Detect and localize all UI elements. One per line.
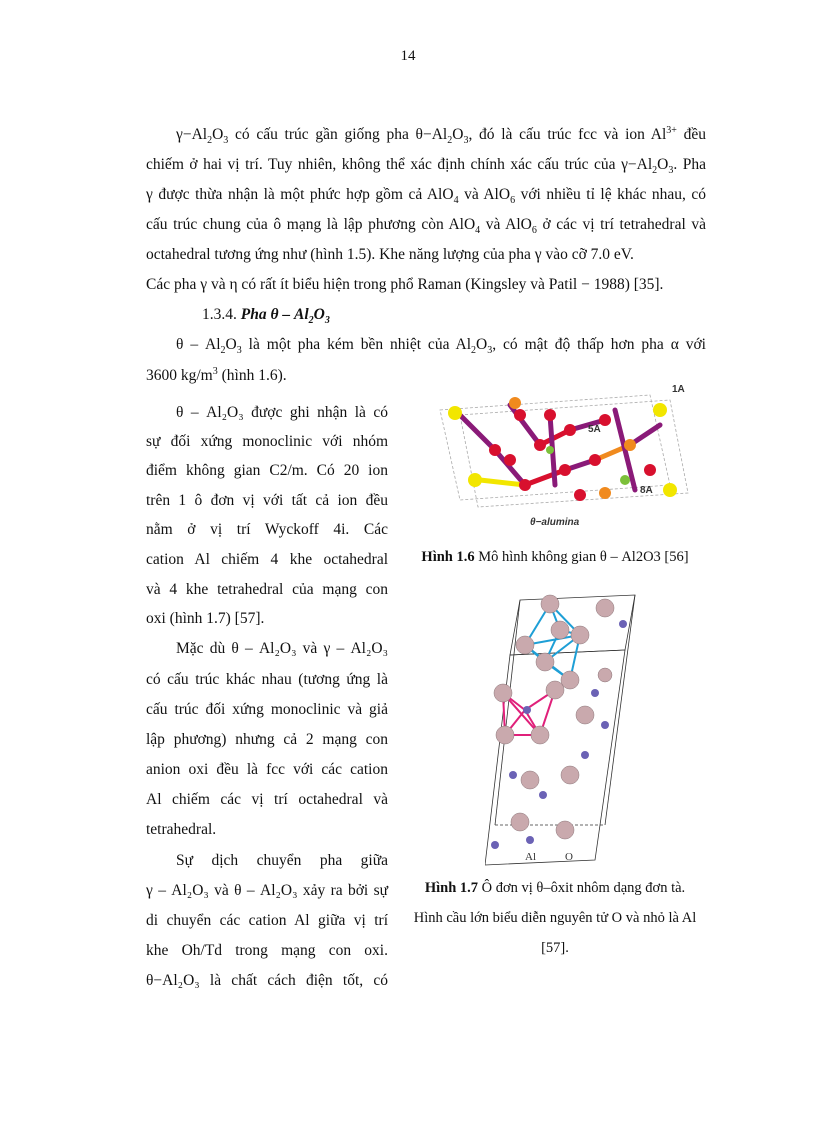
col-line: lập phương) nhưng cả 2 mạng con: [146, 731, 388, 748]
col-line: oxi (hình 1.7) [57].: [146, 610, 265, 627]
col-line: trên 1 ô đơn vị với tất cả ion đều: [146, 492, 388, 509]
label-o: O: [565, 851, 573, 863]
figure-1-6-caption: Hình 1.6 Mô hình không gian θ – Al2O3 [56]: [421, 549, 689, 565]
col-line: cation Al chiếm 4 khe octahedral: [146, 551, 388, 568]
label-al: Al: [525, 851, 536, 863]
col-line: điểm không gian C2/m. Có 20 ion: [146, 462, 388, 479]
label-8a: 8A: [640, 485, 653, 496]
para1-line4: cấu trúc chung của ô mạng là lập phương còn AlO$_4$ và AlO$_6$ ở các vị trí tetrahedral và: [146, 216, 707, 237]
col-line: θ – Al₂O₃ được ghi nhận là có: [176, 404, 388, 421]
figure-1-7-caption-line2: Hình cầu lớn biểu diễn nguyên tử O và nhỏ là Al: [413, 910, 697, 926]
label-5a: 5A: [588, 424, 601, 435]
para1-line1: $\gamma-Al_2O_3$ có cấu trúc gần giống pha $\theta-Al_2O_3$, đó là cấu trúc fcc và ion $Al^{3+}$ đều: [176, 124, 707, 147]
para1-line3: γ được thừa nhận là một phức hợp gồm cả AlO$_4$ và AlO$_6$ với nhiều tỉ lệ khác nhau, có: [146, 186, 707, 207]
col-line: anion oxi đều là fcc với các cation: [146, 761, 388, 778]
para2-line2: 3600 $kg/m^3$ (hình 1.6).: [146, 365, 287, 384]
label-theta-alumina: θ−alumina: [530, 517, 580, 528]
col-line: θ−Al₂O₃ là chất cách điện tốt, có: [146, 972, 388, 989]
page-number: 14: [400, 48, 416, 64]
col-line: và 4 khe tetrahedral của mạng con: [146, 581, 388, 598]
col-line: nằm ở vị trí Wyckoff 4i. Các: [146, 521, 388, 538]
theta-alumina-structure-figure: [420, 375, 692, 535]
para1-line5: octahedral tương ứng như (hình 1.5). Khe năng lượng của pha γ vào cỡ 7.0 eV.: [146, 246, 634, 263]
figure-1-7-caption-line3: [57].: [541, 940, 569, 956]
col-line: Mặc dù θ – Al₂O₃ và γ – Al₂O₃: [176, 640, 388, 657]
para1-line2: chiếm ở hai vị trí. Tuy nhiên, không thể xác định chính xác cấu trúc của $\gamma-Al_2O_3$. Pha: [146, 156, 707, 177]
col-line: khe Oh/Td trong mạng con oxi.: [146, 942, 388, 959]
section-heading: 1.3.4. Pha θ – $Al_2O_3$: [202, 306, 330, 327]
col-line: sự đối xứng monoclinic với nhóm: [146, 433, 388, 450]
col-line: Sự dịch chuyển pha giữa: [176, 852, 388, 869]
col-line: tetrahedral.: [146, 821, 217, 838]
para2-line1: θ – $Al_2O_3$ là một pha kém bền nhiệt của $Al_2O_3$, có mật độ thấp hơn pha α với: [176, 336, 706, 357]
col-line: γ – Al₂O₃ và θ – Al₂O₃ xảy ra bởi sự: [146, 882, 388, 899]
col-line: di chuyển các cation Al giữa vị trí: [146, 912, 388, 929]
para1-line6: Các pha γ và η có rất ít biểu hiện trong phổ Raman (Kingsley và Patil − 1988) [35].: [146, 276, 664, 293]
label-1a: 1A: [672, 384, 685, 395]
col-line: có cấu trúc khác nhau (tương ứng là: [146, 671, 388, 688]
theta-alumina-unit-cell-figure: [485, 590, 645, 870]
figure-1-7-caption: Hình 1.7 Ô đơn vị θ–ôxit nhôm dạng đơn tà.: [424, 880, 686, 896]
col-line: cấu trúc đối xứng monoclinic và giả: [146, 701, 388, 718]
col-line: Al chiếm các vị trí octahedral và: [146, 791, 388, 808]
